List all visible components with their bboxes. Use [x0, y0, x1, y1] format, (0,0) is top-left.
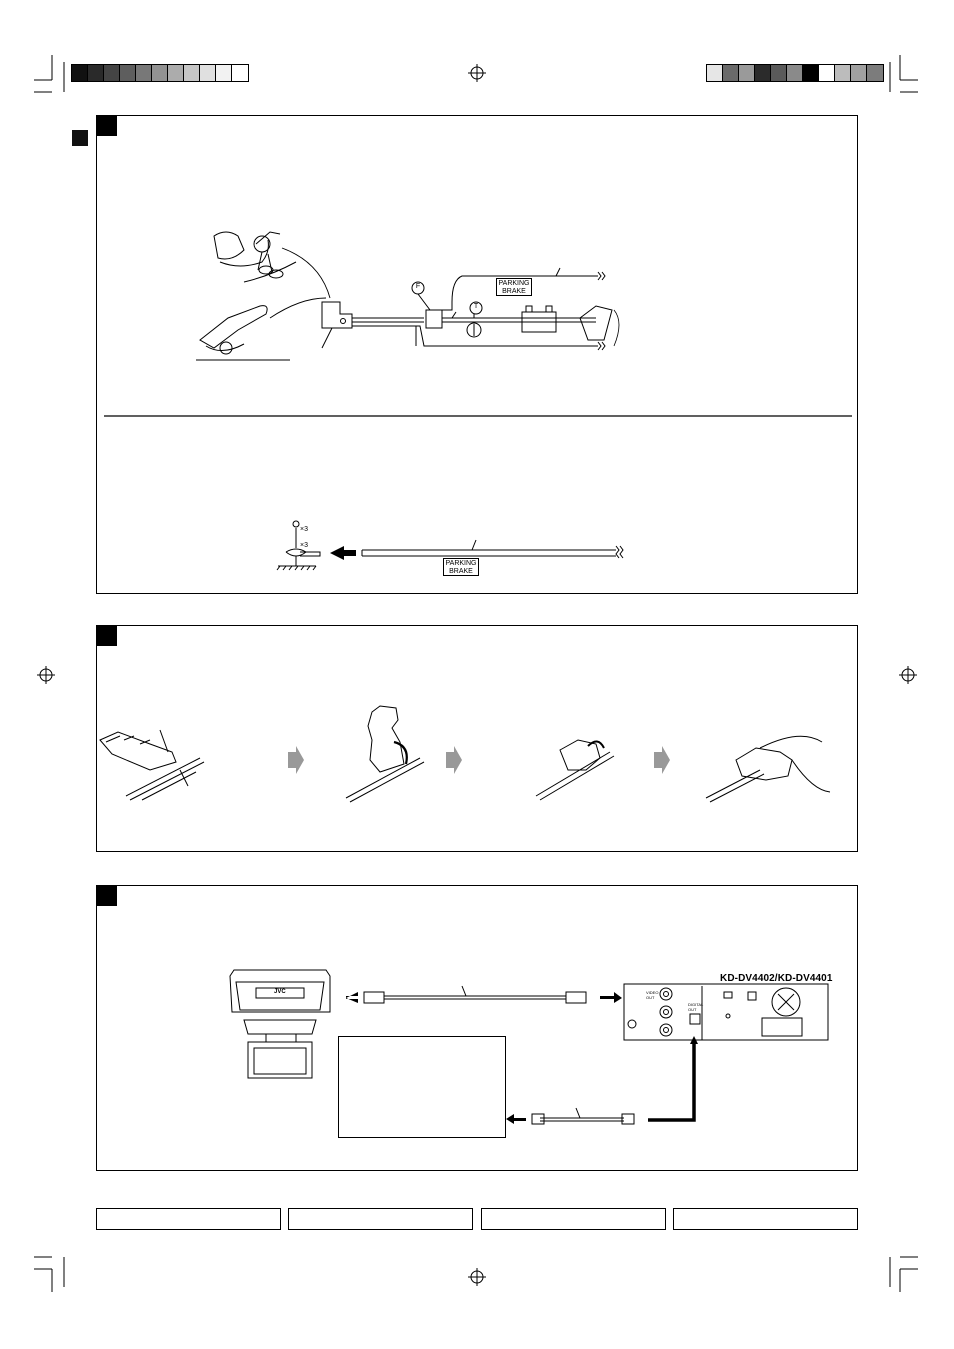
parking-brake-label-upper: PARKING BRAKE	[496, 278, 532, 296]
screw-count: ×3	[300, 526, 308, 533]
jack-video-out: VIDEO OUT	[646, 990, 659, 1000]
callout-f: F	[415, 283, 421, 290]
jack-digital-out: DIGITAL OUT	[688, 1002, 704, 1012]
lug-count: ×3	[300, 542, 308, 549]
footer-box-4	[673, 1208, 858, 1230]
parking-brake-label-lower: PARKING BRAKE	[443, 558, 479, 576]
footer-box-1	[96, 1208, 281, 1230]
footer-box-3	[481, 1208, 666, 1230]
callout-t: T	[473, 303, 479, 310]
footer-box-2	[288, 1208, 473, 1230]
model-label: KD-DV4402/KD-DV4401	[720, 973, 833, 984]
monitor-brand: JVC	[274, 989, 286, 995]
